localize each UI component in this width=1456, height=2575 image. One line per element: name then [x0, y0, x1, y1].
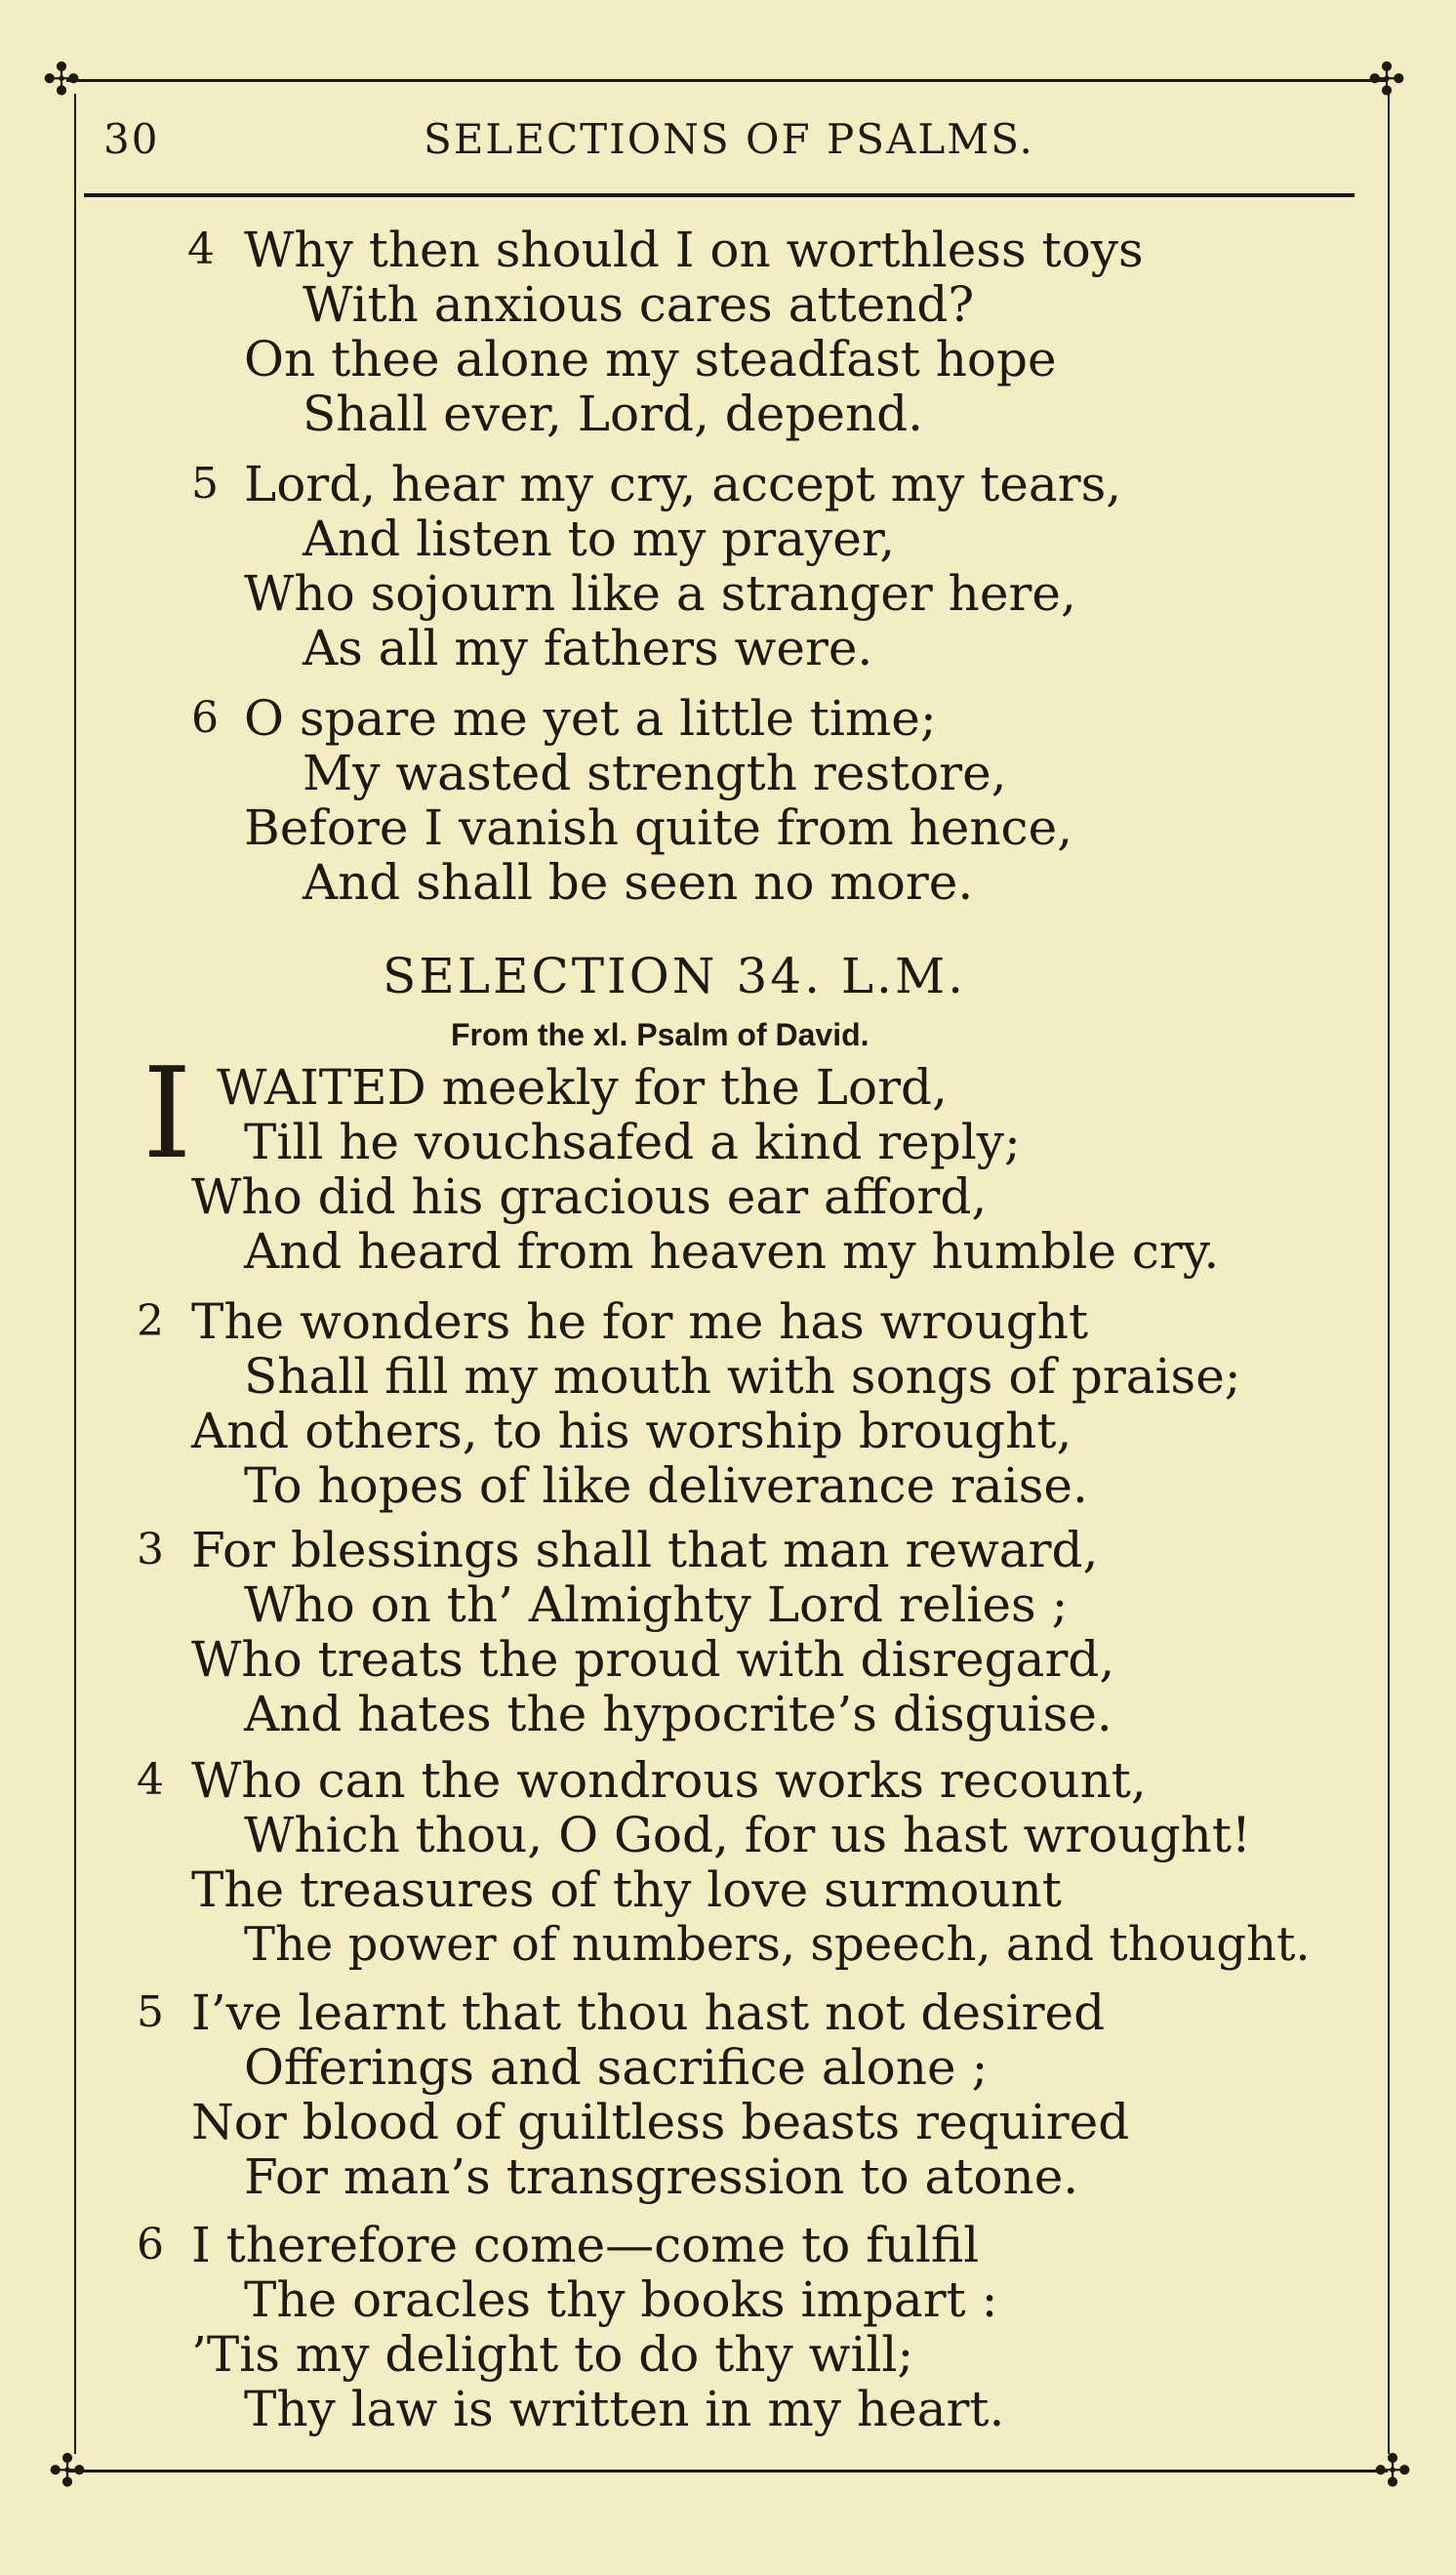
- verse-line: Offerings and sacrifice alone ;: [244, 2039, 989, 2096]
- page-number: 30: [103, 115, 160, 163]
- stanza-number: 3: [137, 1525, 164, 1574]
- verse-line: I therefore come—come to fulfil: [191, 2217, 980, 2273]
- stanza-number: 5: [137, 1987, 164, 2037]
- verse-line: And others, to his worship brought,: [191, 1403, 1072, 1459]
- verse-line: My wasted strength restore,: [303, 745, 1007, 801]
- drop-cap: I: [142, 1042, 192, 1187]
- stanza-number: 4: [187, 225, 215, 274]
- verse-line: Who on th’ Almighty Lord relies ;: [244, 1576, 1069, 1633]
- verse-line: The oracles thy books impart :: [244, 2271, 998, 2328]
- stanza-number: 4: [137, 1755, 164, 1805]
- verse-line: Nor blood of guiltless beasts required: [191, 2094, 1130, 2150]
- verse-line: Before I vanish quite from hence,: [244, 799, 1073, 856]
- selection-source: From the xl. Psalm of David.: [451, 1017, 870, 1052]
- verse-line: And listen to my prayer,: [303, 511, 896, 567]
- bottom-border-rule: [66, 2470, 1388, 2473]
- verse-line: The treasures of thy love surmount: [191, 1861, 1062, 1918]
- verse-line: As all my fathers were.: [303, 620, 873, 676]
- verse-line: With anxious cares attend?: [303, 276, 975, 333]
- verse-line: Who did his gracious ear afford,: [191, 1168, 988, 1225]
- verse-line: Who can the wondrous works recount,: [191, 1752, 1147, 1809]
- verse-line: Who treats the proud with disregard,: [191, 1631, 1115, 1688]
- corner-ornament-top-right: ✣: [1367, 53, 1406, 105]
- stanza-number: 6: [191, 693, 219, 743]
- verse-line: O spare me yet a little time;: [244, 690, 937, 747]
- verse-line: WAITED meekly for the Lord,: [217, 1059, 948, 1116]
- right-border-rule: [1388, 94, 1390, 2454]
- verse-line: Till he vouchsafed a kind reply;: [244, 1114, 1021, 1170]
- stanza-number: 6: [137, 2220, 164, 2269]
- corner-ornament-top-left: ✣: [42, 53, 81, 105]
- verse-line: Who sojourn like a stranger here,: [244, 565, 1076, 622]
- verse-line: And shall be seen no more.: [303, 854, 974, 911]
- stanza-number: 5: [191, 459, 219, 509]
- top-border-rule: [66, 79, 1388, 82]
- verse-line: For blessings shall that man reward,: [191, 1522, 1099, 1578]
- verse-line: Thy law is written in my heart.: [244, 2381, 1005, 2437]
- verse-line: ’Tis my delight to do thy will;: [191, 2326, 914, 2383]
- verse-line: To hopes of like deliverance raise.: [244, 1457, 1088, 1514]
- verse-line: On thee alone my steadfast hope: [244, 331, 1057, 388]
- verse-line: The power of numbers, speech, and thought.: [244, 1917, 1311, 1972]
- verse-line: Shall ever, Lord, depend.: [303, 386, 924, 442]
- verse-line: And hates the hypocrite’s disguise.: [244, 1686, 1112, 1742]
- verse-line: Shall fill my mouth with songs of praise;: [244, 1348, 1241, 1405]
- corner-ornament-bottom-right: ✣: [1373, 2444, 1412, 2497]
- running-title: SELECTIONS OF PSALMS.: [424, 115, 1034, 163]
- verse-line: And heard from heaven my humble cry.: [244, 1223, 1220, 1280]
- verse-line: Lord, hear my cry, accept my tears,: [244, 456, 1122, 512]
- stanza-number: 2: [137, 1296, 164, 1346]
- corner-ornament-bottom-left: ✣: [48, 2444, 87, 2497]
- selection-title: SELECTION 34. L.M.: [383, 948, 967, 1004]
- verse-line: For man’s transgression to atone.: [244, 2148, 1079, 2205]
- verse-line: I’ve learnt that thou hast not desired: [191, 1984, 1106, 2041]
- verse-line: Why then should I on worthless toys: [244, 222, 1144, 278]
- verse-line: Which thou, O God, for us hast wrought!: [244, 1807, 1252, 1863]
- left-border-rule: [74, 94, 76, 2454]
- header-underline: [84, 193, 1355, 197]
- verse-line: The wonders he for me has wrought: [191, 1293, 1089, 1350]
